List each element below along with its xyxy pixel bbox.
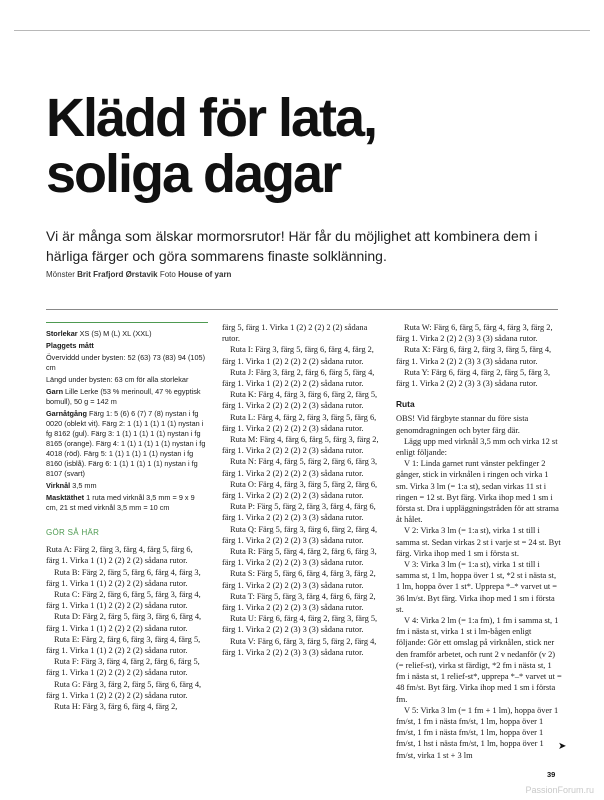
info-label: Virknål: [46, 481, 71, 490]
body-paragraph: Ruta H: Färg 3, färg 6, färg 4, färg 2,: [54, 702, 178, 712]
info-text: XS (S) M (L) XL (XXL): [77, 329, 152, 338]
info-text: 3,5 mm: [70, 481, 97, 490]
body-paragraph: Ruta D: Färg 2, färg 5, färg 3, färg 6, färg 4, färg 1. Virka 1 (1) 2 (2) 2 (2) sådana rutor.: [46, 612, 202, 633]
body-paragraph: Ruta G: Färg 3, färg 2, färg 5, färg 6, färg 4, färg 1. Virka 1 (2) 2 (2) 2 (2) sådana rutor.: [46, 679, 202, 700]
continue-arrow-icon: ➤: [558, 741, 567, 752]
body-paragraph: V 3: Virka 3 lm (= 1:a st), virka 1 st till i samma st, 1 lm, hoppa över 1 st, *2 st i nästa st, 1 lm, hoppa över 1 st*. Upprepa *–* varvet ut = 36 lm/st. Byt färg. Virka ihop med 1 sm i första st.: [396, 560, 558, 614]
info-yarn-amount: [46, 409, 208, 479]
info-length: [46, 375, 208, 385]
watermark: PassionForum.ru: [525, 785, 594, 795]
info-label: Storlekar: [46, 329, 78, 338]
body-paragraph: Ruta W: Färg 6, färg 5, färg 4, färg 3, färg 2, färg 1. Virka 2 (2) 2 (3) 3 (3) sådana rutor.: [396, 323, 553, 344]
info-measures-heading: [46, 341, 208, 351]
body-paragraph: Ruta F: Färg 3, färg 4, färg 2, färg 6, färg 5, färg 1. Virka 1 (2) 2 (2) 2 (2) sådana rutor.: [46, 657, 200, 678]
body-paragraph: Ruta X: Färg 6, färg 2, färg 3, färg 5, färg 4, färg 1. Virka 2 (2) 2 (3) 3 (3) sådana rutor.: [396, 345, 552, 366]
info-hook: [46, 481, 208, 491]
body-paragraph: Ruta I: Färg 3, färg 5, färg 6, färg 4, färg 2, färg 1. Virka 1 (2) 2 (2) 2 (2) sådana rutor.: [222, 345, 374, 366]
info-width: [46, 353, 208, 373]
body-paragraph: Ruta P: Färg 5, färg 2, färg 3, färg 4, färg 6, färg 1. Virka 2 (2) 2 (2) 3 (3) sådana rutor.: [222, 502, 376, 523]
info-label: Plaggets mått: [46, 341, 94, 350]
body-paragraph: Ruta L: Färg 4, färg 2, färg 3, färg 5, färg 6, färg 1. Virka 2 (2) 2 (2) 2 (3) sådana rutor.: [222, 412, 377, 433]
title-line-2: soliga dagar: [46, 144, 341, 204]
info-label: Masktäthet: [46, 493, 85, 502]
body-paragraph: Ruta R: Färg 5, färg 4, färg 2, färg 6, färg 3, färg 1. Virka 2 (2) 2 (2) 3 (3) sådana rutor.: [222, 547, 377, 568]
body-paragraph: färg 5, färg 1. Virka 1 (2) 2 (2) 2 (2) sådana rutor.: [222, 323, 368, 344]
body-paragraph: Ruta E: Färg 2, färg 6, färg 3, färg 4, färg 5, färg 1. Virka 1 (1) 2 (2) 2 (2) sådana rutor.: [46, 634, 201, 656]
credit-photo: House of yarn: [178, 270, 232, 279]
body-paragraph: Ruta S: Färg 5, färg 6, färg 4, färg 3, färg 2, färg 1. Virka 2 (2) 2 (2) 3 (3) sådana rutor.: [222, 569, 376, 590]
lead-paragraph: Vi är många som älskar mormorsrutor! Här får du möjlighet att kombinera dem i härliga färger och göra sommarens finaste solklänning.: [46, 228, 538, 264]
body-paragraph: Ruta M: Färg 4, färg 6, färg 5, färg 3, färg 2, färg 1. Virka 2 (2) 2 (2) 2 (3) sådana rutor.: [222, 435, 379, 456]
page-number: 39: [547, 770, 556, 779]
body-paragraph: Ruta O: Färg 4, färg 3, färg 5, färg 2, färg 6, färg 1. Virka 2 (2) 2 (2) 2 (3) sådana rutor.: [222, 479, 378, 501]
ruta-heading: Ruta: [396, 399, 415, 410]
body-paragraph: Ruta J: Färg 3, färg 2, färg 6, färg 5, färg 4, färg 1. Virka 1 (2) 2 (2) 2 (2) sådana rutor.: [222, 367, 375, 389]
info-yarn: [46, 387, 208, 407]
column-3: [396, 322, 562, 761]
column-1: [46, 322, 208, 712]
body-paragraph: Ruta Y: Färg 6, färg 4, färg 2, färg 5, färg 3, färg 1. Virka 2 (2) 2 (3) 3 (3) sådana rutor.: [396, 367, 551, 389]
credits-line: [46, 270, 231, 279]
body-paragraph: V 2: Virka 3 lm (= 1:a st), virka 1 st till i samma st. Sedan virkas 2 st i varje st = 24 st. Byt färg. Virka ihop med 1 sm i första st.: [396, 526, 561, 558]
body-paragraph: Ruta V: Färg 6, färg 3, färg 5, färg 2, färg 4, färg 1. Virka 2 (2) 2 (3) 3 (3) sådana rutor.: [222, 636, 377, 657]
info-text: Längd under bysten: 63 cm för alla storlekar: [46, 375, 189, 384]
body-paragraph: Ruta C: Färg 2, färg 6, färg 5, färg 3, färg 4, färg 1. Virka 1 (1) 2 (2) 2 (2) sådana rutor.: [46, 590, 201, 611]
credit-label-pattern: Mönster: [46, 270, 75, 279]
body-paragraph: Ruta K: Färg 4, färg 3, färg 6, färg 2, färg 5, färg 1. Virka 2 (2) 2 (2) 2 (3) sådana rutor.: [222, 390, 378, 411]
info-label: Garn: [46, 387, 64, 396]
body-paragraph: OBS! Vid färgbyte stannar du före sista genomdragningen och byter färg där.: [396, 414, 529, 435]
body-paragraph: Ruta T: Färg 5, färg 3, färg 4, färg 6, färg 2, färg 1. Virka 2 (2) 2 (2) 3 (3) sådana rutor.: [222, 591, 376, 613]
page-title: [46, 90, 376, 202]
section-rule: [46, 309, 558, 310]
info-sizes: [46, 329, 208, 339]
body-paragraph: V 5: Virka 3 lm (= 1 fm + 1 lm), hoppa över 1 fm/st, 1 fm i nästa fm/st, 1 lm, hoppa över 1 fm/st, 1 fm i nästa fm/st, 1 lm, hoppa över 1 fm/st, 1 hst i nästa fm/st, 1 lm, hoppa över 1 fm/st, virka 1 st + 3 lm: [396, 705, 559, 760]
body-paragraph: Ruta A: Färg 2, färg 3, färg 4, färg 5, färg 6, färg 1. Virka 1 (1) 2 (2) 2 (2) sådana rutor.: [46, 545, 193, 566]
credit-label-photo: Foto: [159, 270, 176, 279]
top-rule: [14, 30, 590, 31]
credit-designer: Brit Frafjord Ørstavik: [77, 270, 158, 279]
info-text: Lille Lerke (53 % merinoull, 47 % egyptisk bomull), 50 g = 142 m: [46, 387, 201, 406]
info-text: 1 ruta med virknål 3,5 mm = 9 x 9 cm, 21 st med virknål 3,5 mm = 10 cm: [46, 493, 195, 512]
info-gauge: [46, 493, 208, 513]
body-paragraph: Ruta N: Färg 4, färg 5, färg 2, färg 6, färg 3, färg 1. Virka 2 (2) 2 (2) 2 (3) sådana rutor.: [222, 457, 378, 478]
body-paragraph: Ruta U: Färg 6, färg 4, färg 2, färg 3, färg 5, färg 1. Virka 2 (2) 2 (3) 3 (3) sådana rutor.: [222, 614, 378, 635]
info-text: Överviddd under bysten: 52 (63) 73 (83) 94 (105) cm: [46, 353, 205, 372]
body-paragraph: V 1: Linda garnet runt vänster pekfinger 2 gånger, stick in virknålen i ringen och virka 1 sm. Virka 3 lm (= 1:a st), sedan virkas 11 st i ringen = 12 st. Byt färg. Virka ihop med 1 sm i första st. Dra i uppläggningstråden för att strama åt hålet.: [396, 459, 559, 525]
body-paragraph: V 4: Virka 2 lm (= 1:a fm), 1 fm i samma st, 1 fm i nästa st, virka 1 st i lm-bågen enligt följande: Gör ett omslag på virknålen, stick ner den framför arbetet, och runt 2 v nedanför (v 2) (= relief-st), virka st färdigt, *2 fm i nästa st, 1 fm i nästa st, 1 relief-st*, upprepa *–* varvet ut = 48 fm/st. Byt färg. Virka ihop med 1 sm i första fm.: [396, 616, 562, 704]
info-label: Garnåtgång: [46, 409, 87, 418]
info-box: [46, 322, 208, 513]
column-2: [222, 322, 384, 658]
section-heading: GÖR SÅ HÄR: [46, 528, 100, 537]
info-text: Färg 1: 5 (6) 6 (7) 7 (8) nystan i fg 0020 (oblekt vit). Färg 2: 1 (1) 1 (1) 1 (1) nystan i fg 8162 (gul). Färg 3: 1 (1) 1 (1) 1 (1) nystan i fg 8165 (orange). Färg 4: 1 (1) 1 (1) 1 (1) nystan i fg 4018 (röd). Färg 5: 1 (1) 1 (1) 1 (1) nystan i fg 8160 (isblå). Färg 6: 1 (1) 1 (1) 1 (1) nystan i fg 8107 (svart): [46, 409, 206, 478]
body-paragraph: Lägg upp med virknål 3,5 mm och virka 12 st enligt följande:: [396, 436, 558, 458]
body-paragraph: Ruta Q: Färg 5, färg 3, färg 6, färg 2, färg 4, färg 1. Virka 2 (2) 2 (2) 3 (3) sådana rutor.: [222, 524, 378, 545]
title-line-1: Klädd för lata,: [46, 88, 377, 148]
body-paragraph: Ruta B: Färg 2, färg 5, färg 6, färg 4, färg 3, färg 1. Virka 1 (1) 2 (2) 2 (2) sådana rutor.: [46, 567, 201, 588]
